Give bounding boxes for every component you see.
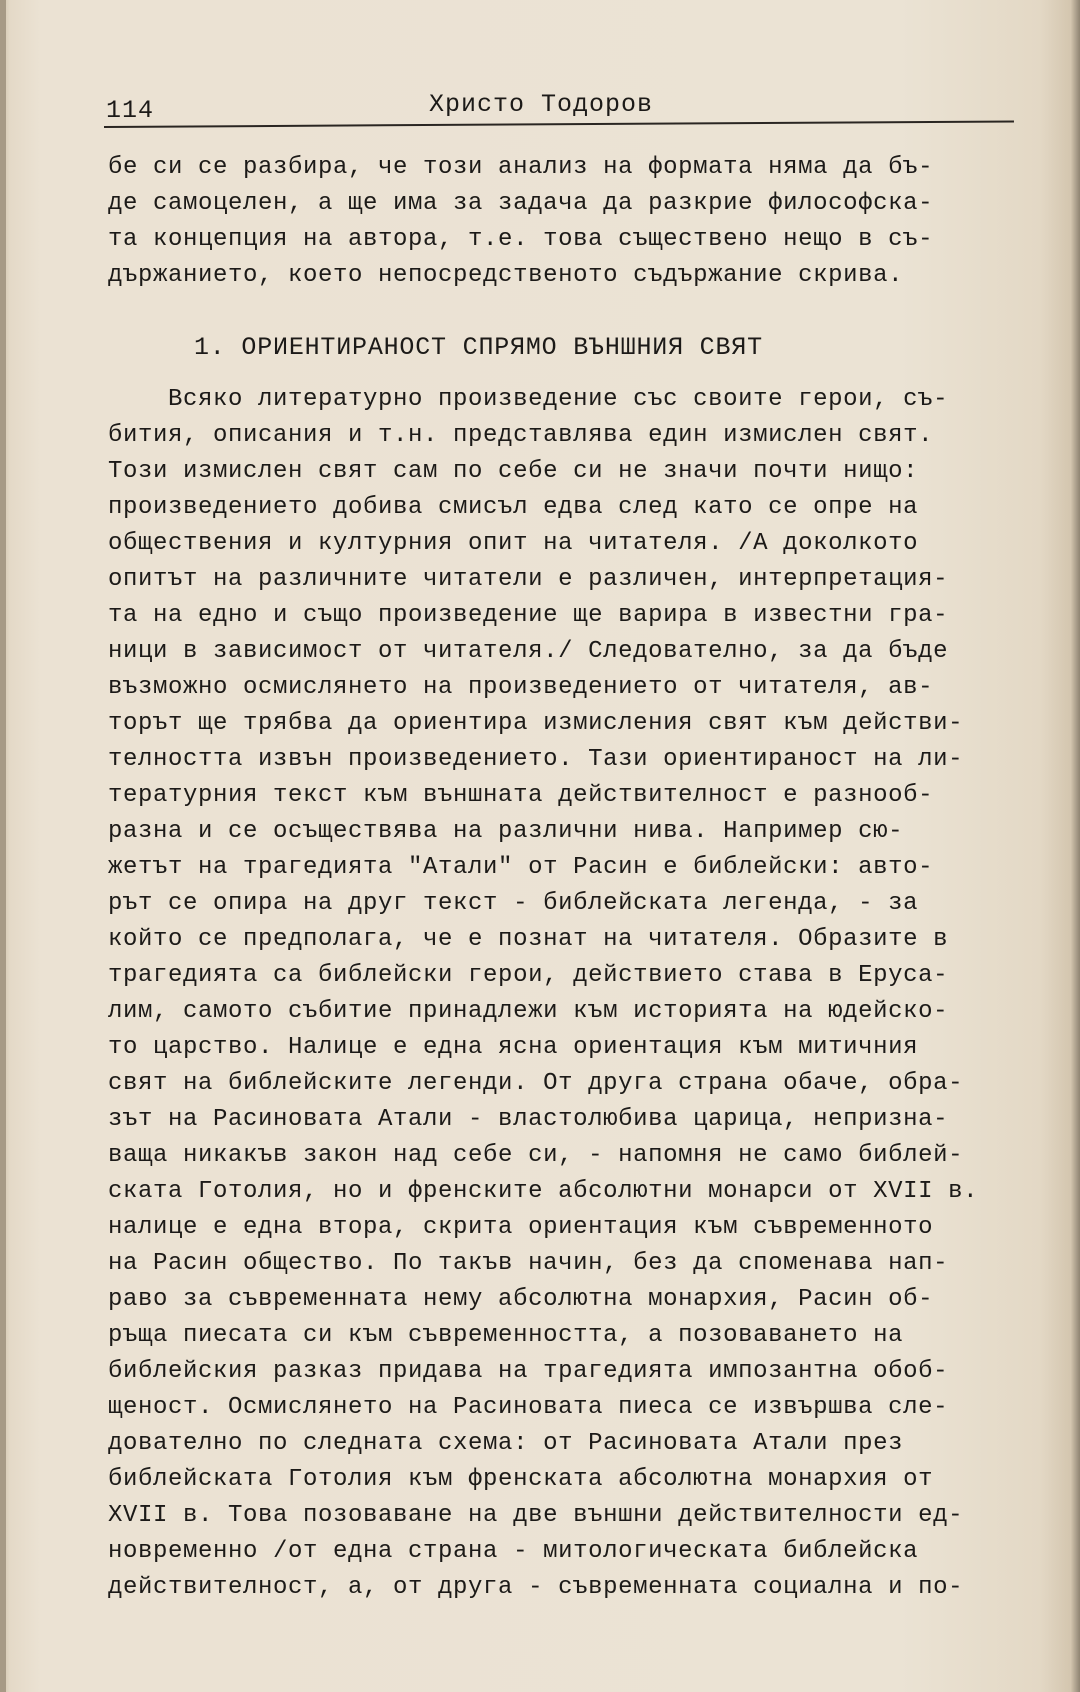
main-paragraph xyxy=(108,382,1038,1606)
text-line: библейската Готолия към френската абсолютна монархия от xyxy=(108,1466,934,1493)
intro-paragraph xyxy=(108,150,1038,294)
text-line: та на едно и също произведение ще варира в известни гра- xyxy=(108,602,949,629)
text-line: зът на Расиновата Атали - властолюбива царица, непризна- xyxy=(108,1106,949,1133)
page-number: 114 xyxy=(106,96,155,125)
text-line: трагедията са библейски герои, действието става в Еруса- xyxy=(108,962,949,989)
text-line: Всяко литературно произведение със своите герои, съ- xyxy=(108,386,949,413)
text-line: новременно /от една страна - митологическата библейска xyxy=(108,1538,919,1565)
text-line: свят на библейските легенди. От друга страна обаче, обра- xyxy=(108,1070,964,1097)
page-binding-edge xyxy=(0,0,6,1692)
text-line: държанието, което непосредственото съдържание скрива. xyxy=(108,262,904,289)
text-line: ръща пиесата си към съвременността, а позоваването на xyxy=(108,1322,904,1349)
page-header xyxy=(104,88,1014,128)
header-rule xyxy=(104,120,1014,128)
text-line: библейския разказ придава на трагедията импозантна обоб- xyxy=(108,1358,949,1385)
text-line: произведението добива смисъл едва след като се опре на xyxy=(108,494,919,521)
running-head-author: Христо Тодоров xyxy=(429,90,654,119)
text-line: Този измислен свят сам по себе си не значи почти нищо: xyxy=(108,458,919,485)
text-line: щеност. Осмислянето на Расиновата пиеса се извършва сле- xyxy=(108,1394,949,1421)
text-line: тературния текст към външната действителност е разнооб- xyxy=(108,782,934,809)
page-right-edge xyxy=(1070,0,1080,1692)
text-line: ваща никакъв закон над себе си, - напомня не само библей- xyxy=(108,1142,964,1169)
text-line: ници в зависимост от читателя./ Следователно, за да бъде xyxy=(108,638,949,665)
text-line: налице е една втора, скрита ориентация към съвременното xyxy=(108,1214,934,1241)
text-line: разна и се осъществява на различни нива. Например сю- xyxy=(108,818,904,845)
text-line: обществения и културния опит на читателя. /А доколкото xyxy=(108,530,919,557)
text-line: който се предполага, че е познат на читателя. Образите в xyxy=(108,926,949,953)
text-line: жетът на трагедията "Атали" от Расин е библейски: авто- xyxy=(108,854,934,881)
page-body xyxy=(108,150,1038,1606)
text-line: действителност, а, от друга - съвременната социална и по- xyxy=(108,1574,964,1601)
text-line: де самоцелен, а ще има за задача да разкрие философска- xyxy=(108,190,934,217)
text-line: дователно по следната схема: от Расиновата Атали през xyxy=(108,1430,904,1457)
text-line: торът ще трябва да ориентира измисления свят към действи- xyxy=(108,710,964,737)
text-line: то царство. Налице е една ясна ориентация към митичния xyxy=(108,1034,919,1061)
text-line: та концепция на автора, т.е. това съществено нещо в съ- xyxy=(108,226,934,253)
text-line: рът се опира на друг текст - библейската легенда, - за xyxy=(108,890,919,917)
text-line: раво за съвременната нему абсолютна монархия, Расин об- xyxy=(108,1286,934,1313)
section-heading: 1. ОРИЕНТИРАНОСТ СПРЯМО ВЪНШНИЯ СВЯТ xyxy=(194,333,763,362)
text-line: лим, самото събитие принадлежи към историята на юдейско- xyxy=(108,998,949,1025)
text-line: телността извън произведението. Тази ориентираност на ли- xyxy=(108,746,964,773)
text-line: XVII в. Това позоваване на две външни действителности ед- xyxy=(108,1502,964,1529)
text-line: бе си се разбира, че този анализ на формата няма да бъ- xyxy=(108,154,934,181)
text-line: на Расин общество. По такъв начин, без да споменава нап- xyxy=(108,1250,949,1277)
text-line: бития, описания и т.н. представлява един измислен свят. xyxy=(108,422,934,449)
text-line: възможно осмислянето на произведението от читателя, ав- xyxy=(108,674,934,701)
text-line: ската Готолия, но и френските абсолютни монарси от XVII в. xyxy=(108,1178,979,1205)
text-line: опитът на различните читатели е различен, интерпретация- xyxy=(108,566,949,593)
